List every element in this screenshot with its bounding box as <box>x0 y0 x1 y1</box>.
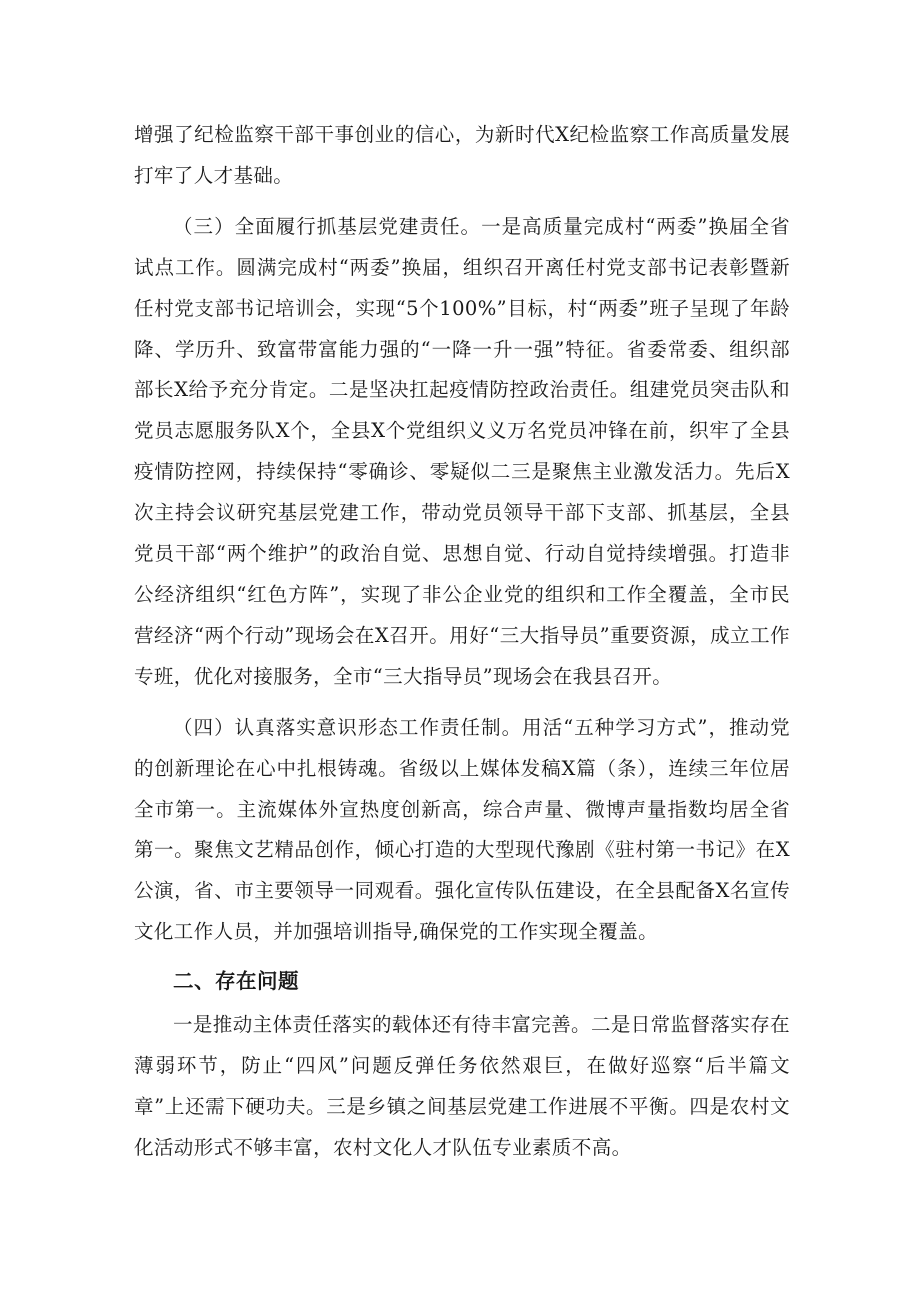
section-heading-existing-problems: 二、存在问题 <box>173 969 299 994</box>
paragraph-continuation: 增强了纪检监察干部干事创业的信心，为新时代X纪检监察工作高质量发展打牢了人才基础。 <box>134 123 790 187</box>
paragraph-ideology-responsibility: （四）认真落实意识形态工作责任制。用活“五种学习方式”，推动党的创新理论在心中扎根铸魂。省级以上媒体发稿X篇（条），连续三年位居全市第一。主流媒体外宣热度创新高，综合声量、微博声量指数均居全省第一。聚焦文艺精品创作，倾心打造的大型现代豫剧《驻村第一书记》在X公演，省、市主要领导一同观看。强化宣传队伍建设，在全县配备X名宣传文化工作人员，并加强培训指导,确保党的工作实现全覆盖。 <box>134 715 790 944</box>
paragraph-grassroots-party-building: （三）全面履行抓基层党建责任。一是高质量完成村“两委”换届全省试点工作。圆满完成村“两委”换届，组织召开离任村党支部书记表彰暨新任村党支部书记培训会，实现“5个100%”目标，村“两委”班子呈现了年龄降、学历升、致富带富能力强的“一降一升一强”特征。省委常委、组织部部长X给予充分肯定。二是坚决扛起疫情防控政治责任。组建党员突击队和党员志愿服务队X个，全县X个党组织义义万名党员冲锋在前，织牢了全县疫情防控网，持续保持“零确诊、零疑似二三是聚焦主业激发活力。先后X次主持会议研究基层党建工作，带动党员领导干部下支部、抓基层，全县党员干部“两个维护”的政治自觉、思想自觉、行动自觉持续增强。打造非公经济组织“红色方阵”，实现了非公企业党的组织和工作全覆盖，全市民营经济“两个行动”现场会在X召开。用好“三大指导员”重要资源，成立工作专班，优化对接服务，全市“三大指导员”现场会在我县召开。 <box>134 214 790 688</box>
document-page <box>134 115 790 1169</box>
paragraph-existing-problems: 一是推动主体责任落实的载体还有待丰富完善。二是日常监督落实存在薄弱环节，防止“四风”问题反弹任务依然艰巨，在做好巡察“后半篇文章”上还需下硬功夫。三是乡镇之间基层党建工作进展不平衡。四是农村文化活动形式不够丰富，农村文化人才队伍专业素质不高。 <box>134 1013 790 1159</box>
